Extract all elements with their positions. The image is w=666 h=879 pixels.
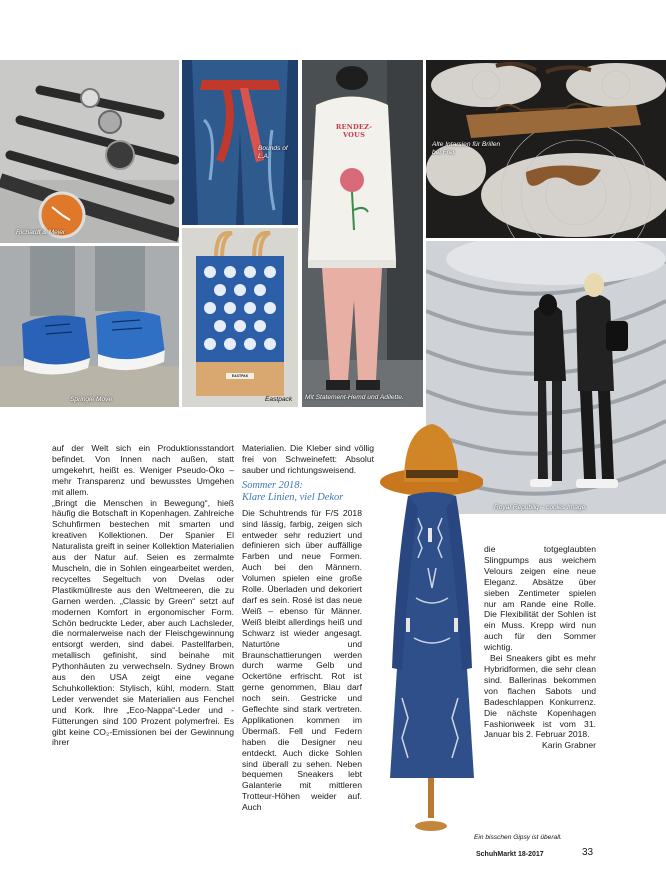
caption-sneakers: Springle Move xyxy=(70,396,113,403)
photo-jeans xyxy=(182,60,298,225)
photo-shirt-man xyxy=(302,60,423,407)
col3-body-2: Bei Sneakers gibt es mehr Hybridformen, die sehr clean sind. Ballerinas bekommen von flachen Sabots und Badeschlappen Konkurrenz. Die nächste Kopenhagen Fashionweek ist vom 31. Januar bis 2. Februar 2018. xyxy=(484,653,596,740)
subheading-line-1: Sommer 2018: xyxy=(242,479,303,491)
caption-bag: Eastpack xyxy=(265,396,293,403)
caption-royal: Royal Republiq – cooles Image. xyxy=(494,504,588,511)
text-column-3 xyxy=(484,544,596,751)
text-column-1 xyxy=(52,443,234,748)
caption-shirt: Mit Statement-Hemd und Adilette. xyxy=(305,394,404,401)
photo-watches xyxy=(0,60,179,243)
col2-body: Die Schuhtrends für F/S 2018 sind lässig, farbig, zeigen sich entweder sehr reduziert und definieren sich über auffällige Farben und neue Formen. Auch bei den Männern. Volumen spielen eine große Rolle. Überladen und dekoriert darf es sein. Rosé ist das neue Weiß – ebenso für Männer. Weiß bleibt allerdings heiß und Schwarz ist wieder angesagt. Naturtöne und Braunschattierungen werden durch warme Gelb und Ockertöne erfrischt. Rot ist gerne genommen, Blau darf noch sein. Gestricke und Geflechte sind stark vertreten. Applikationen kommen im Übermaß. Fell und Federn haben die Designer neu entdeckt. Auch dicke Sohlen sind überall zu sehen. Neben bequemen Sneakers lebt Galanterie mit mittleren Trotteur-Höhen weider auf. Auch xyxy=(242,507,362,813)
shirt-print-text: RENDEZ-VOUS xyxy=(335,123,373,139)
photo-bag xyxy=(182,228,298,407)
col3-body: die totgeglaubten Slingpumps aus weichem Velours zeigen eine neue Eleganz. Absätze über sieben Zentimeter spielen nur am Rande eine Rolle. Die Flexibilität der Sohlen ist ein Muss. Krepp wird nun auch für den Sommer wichtig. xyxy=(484,544,596,653)
page-number: 33 xyxy=(582,847,594,858)
bag-label-text: EASTPAK xyxy=(231,374,249,378)
caption-jeans: Bounds of L.A. xyxy=(258,145,288,160)
caption-glasses: Alte Intarsien für Brillen bei Frei. xyxy=(432,141,501,156)
caption-watches: Richardt & Mejer xyxy=(16,229,66,236)
photo-sneakers xyxy=(0,246,179,407)
author: Karin Grabner xyxy=(542,740,596,751)
col1-paragraph-2: „Bringt die Menschen in Bewegung“, hieß häufig die Botschaft in Kopenhagen. Zahlreiche Schuhfirmen bestechen mit smarten und kreativen Kollektionen. Der Spanier El Naturalista greift in seiner Kollektion Materialien aus der Natur auf. Seien es zermalmte Muscheln, die in Sohlen eingearbeitet werden, recyceltes Segeltuch von Dvelas oder Plastikmüllreste aus den Weltmeeren, die zu Garnen werden. „Classic by Green“ setzt auf modernen Komfort in ergonomischer Form. Schön bedruckte Leder, aber auch Lachsleder, die normalerweise nach der Fleischgewinnung entsorgt werden, sind dabei. Pastellfarben, metallisch gefinisht, sind beinahe mit Pythonhäuten zu verwechseln. Sydney Brown aus den USA zeigt eine vegane Schuhkollektion: Stylisch, kühl, modern. Statt Leder verwendet sie Materialien aus Fenchel und Kork. Ihre „Eco-Nappa“-Leder und -Fütterungen sind 100 Prozent polymerfrei. Es gibt keine CO₂-Emissionen bei der Gewinnung ihrer xyxy=(52,497,234,748)
subheading-line-2: Klare Linien, viel Dekor xyxy=(242,491,344,503)
footer-magazine: SchuhMarkt 18-2017 xyxy=(476,851,544,858)
caption-gipsy: Ein bisschen Gipsy ist überall. xyxy=(474,834,562,841)
col2-intro: Materialien. Die Kleber sind völlig frei von Schweinefett: Absolut sauber und richtungsweisend. xyxy=(242,443,374,475)
subheading xyxy=(242,480,402,504)
col1-paragraph-1: auf der Welt sich ein Produktionsstandort befindet. Von Innen nach außen, statt umgekehrt, heißt es. Weniger Pseudo-Öko – mehr Transparenz und bewusstes Umgehen mit allem. xyxy=(52,443,234,497)
text-column-2 xyxy=(242,443,402,813)
